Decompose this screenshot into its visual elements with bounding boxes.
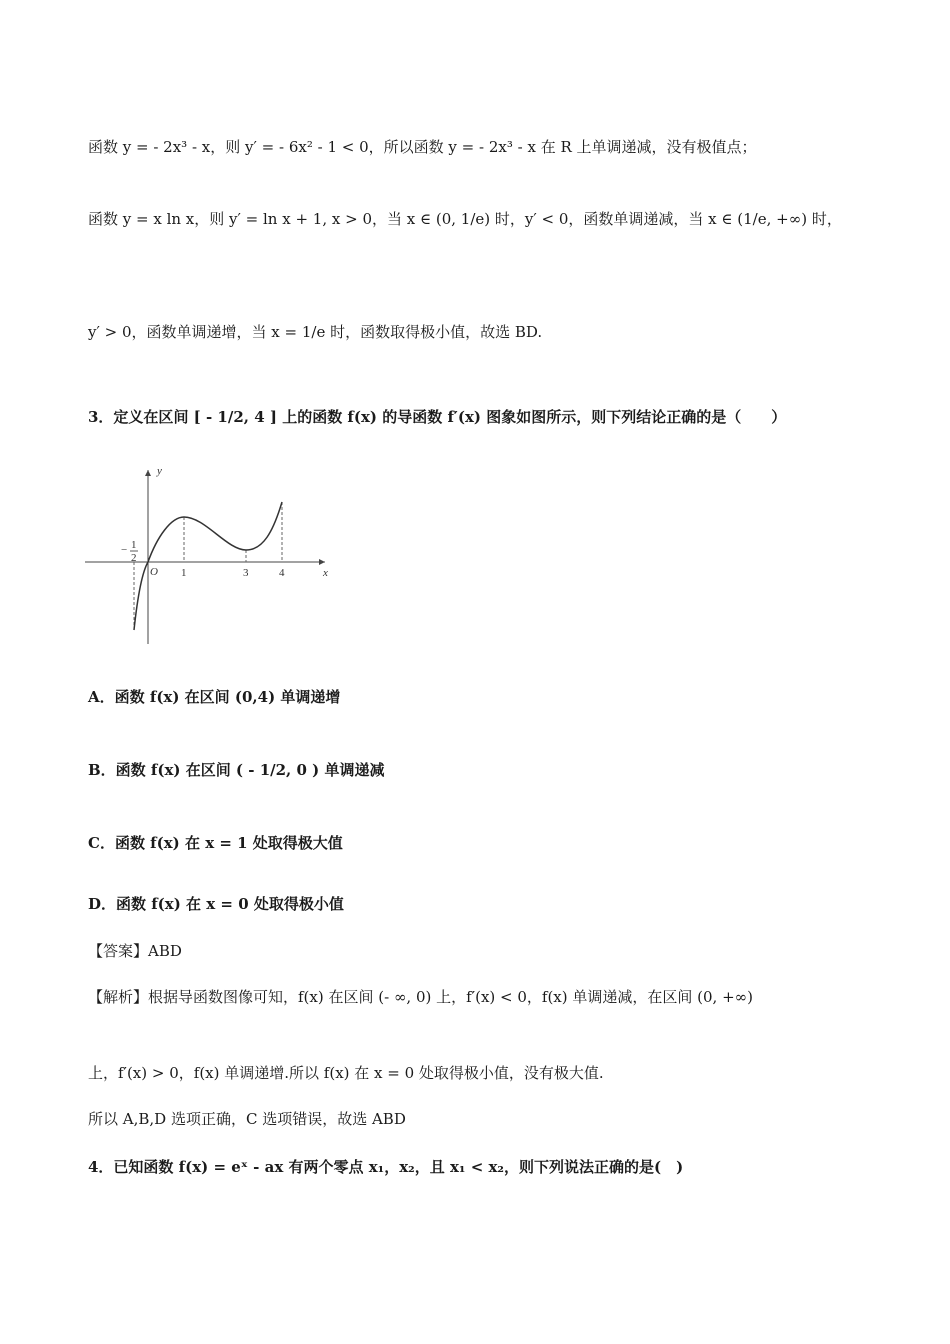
tick-4: 4 — [279, 567, 285, 579]
derivative-graph — [85, 462, 335, 647]
answer-line: 【答案】ABD — [88, 942, 182, 960]
option-a: A．函数 f(x) 在区间 (0,4) 单调递增 — [88, 688, 341, 706]
tick-neg-half-num: 1 — [131, 539, 137, 551]
x-axis-arrow — [319, 559, 325, 565]
question-4-stem: 4．已知函数 f(x) = eˣ - ax 有两个零点 x₁，x₂，且 x₁ < x₂，则下列说法正确的是( ) — [88, 1158, 684, 1176]
solution-line-3: y′ > 0，函数单调递增，当 x = 1/e 时，函数取得极小值，故选 BD. — [88, 323, 543, 341]
option-c: C．函数 f(x) 在 x = 1 处取得极大值 — [88, 834, 343, 852]
analysis-line-3: 所以 A,B,D 选项正确，C 选项错误，故选 ABD — [88, 1110, 406, 1128]
solution-line-2: 函数 y = x ln x，则 y′ = ln x + 1, x > 0，当 x ∈ (0, 1/e) 时，y′ < 0，函数单调递减，当 x ∈ (1/e, +∞) 时， — [88, 210, 842, 228]
solution-line-1: 函数 y = - 2x³ - x，则 y′ = - 6x² - 1 < 0，所以函数 y = - 2x³ - x 在 R 上单调递减，没有极值点； — [88, 138, 757, 156]
option-d: D．函数 f(x) 在 x = 0 处取得极小值 — [88, 895, 344, 913]
tick-1: 1 — [181, 567, 187, 579]
origin-label: O — [150, 566, 158, 578]
tick-neg-half-sign: − — [121, 544, 128, 556]
tick-neg-half-den: 2 — [131, 552, 137, 564]
x-axis-label: x — [323, 567, 328, 579]
y-axis-arrow — [145, 470, 151, 476]
option-b: B．函数 f(x) 在区间 ( - 1/2, 0 ) 单调递减 — [88, 761, 385, 779]
analysis-line-1: 【解析】根据导函数图像可知，f(x) 在区间 (- ∞, 0) 上，f′(x) < 0，f(x) 单调递减，在区间 (0, +∞) — [88, 988, 754, 1006]
tick-3: 3 — [243, 567, 249, 579]
graph-svg — [85, 462, 335, 647]
question-3-stem: 3．定义在区间 [ - 1/2, 4 ] 上的函数 f(x) 的导函数 f′(x) 图象如图所示，则下列结论正确的是（ ） — [88, 408, 787, 426]
analysis-line-2: 上，f′(x) > 0，f(x) 单调递增.所以 f(x) 在 x = 0 处取得极小值，没有极大值. — [88, 1064, 604, 1082]
y-axis-label: y — [157, 465, 162, 477]
